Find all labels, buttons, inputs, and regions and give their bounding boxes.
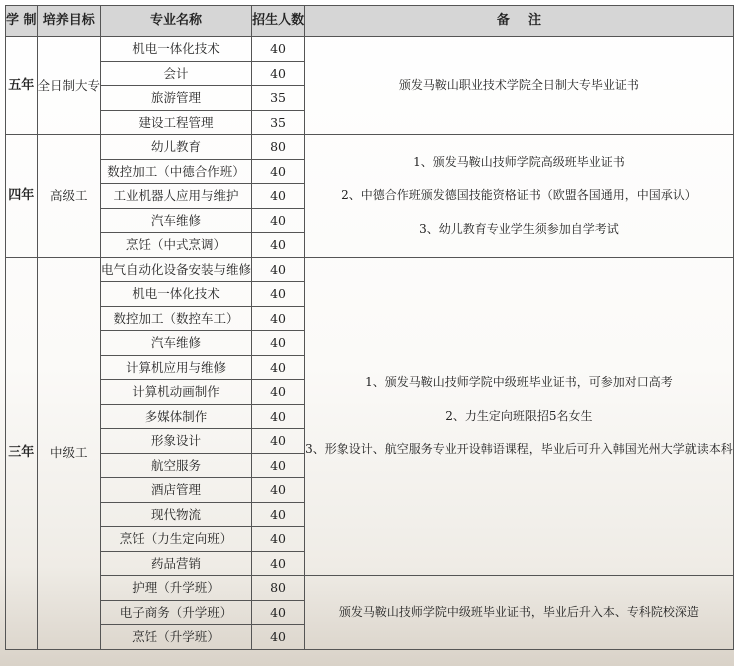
header-row bbox=[6, 6, 734, 37]
enrollment-count-cell: 80 bbox=[252, 135, 305, 160]
goal-cell: 高级工 bbox=[37, 135, 101, 258]
enrollment-count-cell: 35 bbox=[252, 86, 305, 111]
header-major: 专业名称 bbox=[101, 6, 252, 37]
remarks-cell bbox=[305, 37, 734, 135]
enrollment-count-cell: 40 bbox=[252, 600, 305, 625]
major-name-cell: 幼儿教育 bbox=[101, 135, 252, 160]
goal-cell: 全日制大专 bbox=[37, 37, 101, 135]
major-name-cell: 建设工程管理 bbox=[101, 110, 252, 135]
enrollment-count-cell: 40 bbox=[252, 404, 305, 429]
major-name-cell: 现代物流 bbox=[101, 502, 252, 527]
major-name-cell: 烹饪（力生定向班） bbox=[101, 527, 252, 552]
enrollment-count-cell: 40 bbox=[252, 257, 305, 282]
enrollment-count-cell: 40 bbox=[252, 380, 305, 405]
enrollment-count-cell: 40 bbox=[252, 625, 305, 650]
enrollment-count-cell: 40 bbox=[252, 37, 305, 62]
remark-line: 3、形象设计、航空服务专业开设韩语课程，毕业后可升入韩国光州大学就读本科 bbox=[305, 442, 733, 456]
enrollment-count-cell: 40 bbox=[252, 159, 305, 184]
enrollment-count-cell: 35 bbox=[252, 110, 305, 135]
table-row bbox=[6, 135, 734, 160]
major-name-cell: 电气自动化设备安装与维修 bbox=[101, 257, 252, 282]
remark-line: 1、颁发马鞍山技师学院中级班毕业证书，可参加对口高考 bbox=[365, 375, 673, 389]
remark-line: 3、幼儿教育专业学生须参加自学考试 bbox=[419, 221, 619, 236]
major-name-cell: 会计 bbox=[101, 61, 252, 86]
system-cell: 五年 bbox=[6, 37, 38, 135]
remarks-cell bbox=[305, 135, 734, 258]
enrollment-count-cell: 40 bbox=[252, 527, 305, 552]
remark-line: 颁发马鞍山职业技术学院全日制大专毕业证书 bbox=[398, 77, 639, 92]
major-name-cell: 汽车维修 bbox=[101, 331, 252, 356]
major-name-cell: 航空服务 bbox=[101, 453, 252, 478]
enrollment-count-cell: 40 bbox=[252, 429, 305, 454]
remark-line: 颁发马鞍山技师学院中级班毕业证书，毕业后升入本、专科院校深造 bbox=[338, 604, 699, 619]
major-name-cell: 烹饪（中式烹调） bbox=[101, 233, 252, 258]
enrollment-count-cell: 40 bbox=[252, 478, 305, 503]
enrollment-count-cell: 40 bbox=[252, 233, 305, 258]
remarks-cell bbox=[305, 257, 734, 576]
remark-line: 1、颁发马鞍山技师学院高级班毕业证书 bbox=[413, 154, 625, 169]
major-name-cell: 数控加工（中德合作班） bbox=[101, 159, 252, 184]
major-name-cell: 计算机应用与维修 bbox=[101, 355, 252, 380]
enrollment-count-cell: 40 bbox=[252, 453, 305, 478]
major-name-cell: 护理（升学班） bbox=[101, 576, 252, 601]
enrollment-count-cell: 40 bbox=[252, 355, 305, 380]
enrollment-table bbox=[5, 5, 734, 650]
enrollment-count-cell: 40 bbox=[252, 184, 305, 209]
enrollment-count-cell: 40 bbox=[252, 331, 305, 356]
enrollment-count-cell: 40 bbox=[252, 208, 305, 233]
major-name-cell: 电子商务（升学班） bbox=[101, 600, 252, 625]
major-name-cell: 酒店管理 bbox=[101, 478, 252, 503]
remarks-cell bbox=[305, 576, 734, 650]
major-name-cell: 数控加工（数控车工） bbox=[101, 306, 252, 331]
table-body bbox=[6, 37, 734, 650]
enrollment-count-cell: 40 bbox=[252, 306, 305, 331]
major-name-cell: 计算机动画制作 bbox=[101, 380, 252, 405]
goal-cell: 中级工 bbox=[37, 257, 101, 649]
enrollment-count-cell: 40 bbox=[252, 551, 305, 576]
major-name-cell: 工业机器人应用与维护 bbox=[101, 184, 252, 209]
major-name-cell: 机电一体化技术 bbox=[101, 37, 252, 62]
table-row bbox=[6, 257, 734, 282]
major-name-cell: 机电一体化技术 bbox=[101, 282, 252, 307]
table-row bbox=[6, 37, 734, 62]
header-count: 招生人数 bbox=[252, 6, 305, 37]
table-row bbox=[6, 576, 734, 601]
enrollment-count-cell: 80 bbox=[252, 576, 305, 601]
system-cell: 四年 bbox=[6, 135, 38, 258]
enrollment-count-cell: 40 bbox=[252, 282, 305, 307]
enrollment-count-cell: 40 bbox=[252, 502, 305, 527]
major-name-cell: 形象设计 bbox=[101, 429, 252, 454]
remark-line: 2、中德合作班颁发德国技能资格证书（欧盟各国通用，中国承认） bbox=[341, 188, 697, 202]
header-note: 备 注 bbox=[305, 6, 734, 37]
major-name-cell: 药品营销 bbox=[101, 551, 252, 576]
major-name-cell: 汽车维修 bbox=[101, 208, 252, 233]
system-cell: 三年 bbox=[6, 257, 38, 649]
major-name-cell: 旅游管理 bbox=[101, 86, 252, 111]
major-name-cell: 烹饪（升学班） bbox=[101, 625, 252, 650]
remark-line: 2、力生定向班限招5名女生 bbox=[445, 408, 593, 423]
header-goal: 培养目标 bbox=[37, 6, 101, 37]
major-name-cell: 多媒体制作 bbox=[101, 404, 252, 429]
header-system: 学 制 bbox=[6, 6, 38, 37]
enrollment-count-cell: 40 bbox=[252, 61, 305, 86]
